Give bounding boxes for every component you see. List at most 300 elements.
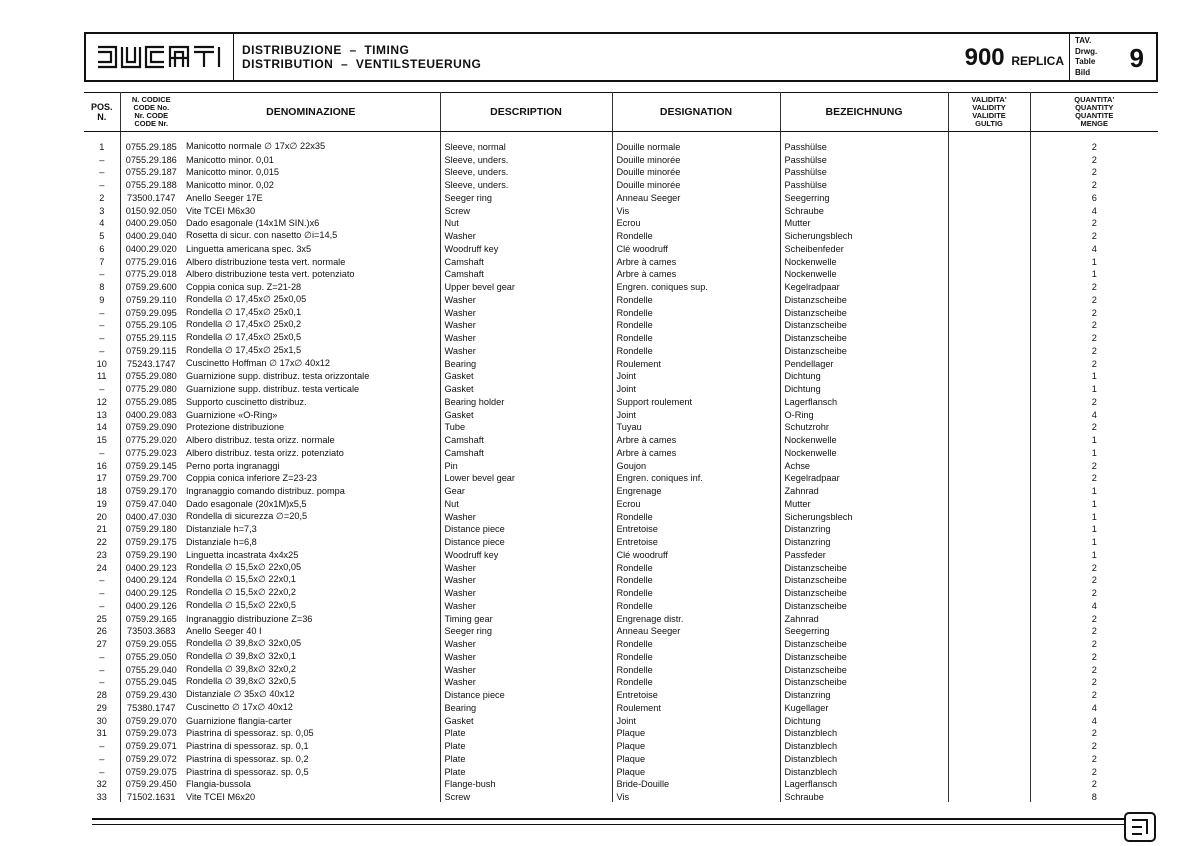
row-pos: 19 [84,496,120,509]
row-quantity: 2 [1091,167,1097,178]
row-denominazione: Rondella ∅ 39,8x∅ 32x0,1 [182,649,440,662]
row-pos: – [84,318,120,331]
row-pos: 27 [84,636,120,649]
row-designation: Entretoise [612,534,780,547]
row-quantity: 4 [1091,243,1097,254]
row-code: 0759.29.170 [125,486,177,496]
row-denominazione: Guarnizione supp. distribuz. testa orizzontale [182,369,440,382]
row-pos: – [84,177,120,190]
row-code: 0755.29.185 [125,141,177,152]
row-designation: Arbre à cames [612,267,780,280]
row-bezeichnung: Distanzscheibe [780,649,948,662]
table-row [84,356,1158,369]
row-validity [948,407,1030,420]
table-row [84,369,1158,382]
table-row [84,573,1158,586]
row-description: Nut [440,496,612,509]
table-row [84,585,1158,598]
row-validity [948,132,1030,152]
row-code: 0775.29.018 [125,269,177,280]
row-denominazione: Coppia conica inferiore Z=23-23 [182,471,440,484]
row-designation: Ecrou [612,496,780,509]
row-pos: – [84,381,120,394]
row-pos: 20 [84,509,120,522]
row-pos: 16 [84,458,120,471]
row-validity [948,292,1030,305]
row-validity [948,190,1030,203]
row-validity [948,726,1030,739]
row-code: 0400.29.083 [125,409,177,420]
row-denominazione: Cuscinetto ∅ 17x∅ 40x12 [182,700,440,713]
row-code: 0755.29.188 [125,180,177,190]
row-bezeichnung: Passhülse [780,152,948,165]
row-quantity: 4 [1091,715,1097,726]
page-header [84,32,1158,82]
row-bezeichnung: Distanzscheibe [780,343,948,356]
row-bezeichnung: Seegerring [780,190,948,203]
row-validity [948,534,1030,547]
row-denominazione: Rondella ∅ 15,5x∅ 22x0,5 [182,598,440,611]
row-bezeichnung: Achse [780,458,948,471]
row-quantity: 2 [1091,154,1097,165]
row-validity [948,483,1030,496]
row-denominazione: Rondella ∅ 17,45x∅ 25x0,05 [182,292,440,305]
row-bezeichnung: Zahnrad [780,611,948,624]
row-validity [948,445,1030,458]
table-row [84,738,1158,751]
row-denominazione: Vite TCEI M6x20 [182,789,440,802]
row-pos: – [84,165,120,178]
row-quantity: 1 [1091,447,1097,458]
row-designation: Plaque [612,726,780,739]
table-row [84,789,1158,802]
row-quantity: 1 [1091,256,1097,267]
row-denominazione: Distanziale h=7,3 [182,522,440,535]
row-bezeichnung: Kugellager [780,700,948,713]
col-quantity: QUANTITA' QUANTITY QUANTITE MENGE [1030,93,1158,132]
row-pos: 10 [84,356,120,369]
row-bezeichnung: Seegerring [780,624,948,637]
row-description: Camshaft [440,267,612,280]
row-quantity: 2 [1091,358,1097,369]
row-description: Washer [440,330,612,343]
row-denominazione: Dado esagonale (20x1M)x5,5 [182,496,440,509]
row-validity [948,751,1030,764]
row-pos: – [84,662,120,675]
model-name: REPLICA [1011,54,1064,68]
row-quantity: 1 [1091,511,1097,522]
row-code: 0150.92.050 [125,205,177,216]
row-code: 75243.1747 [126,358,176,369]
row-description: Washer [440,585,612,598]
row-quantity: 2 [1091,333,1097,343]
footer-rule-top [92,818,1126,820]
row-denominazione: Manicotto minor. 0,01 [182,152,440,165]
row-bezeichnung: Distanzscheibe [780,662,948,675]
row-validity [948,267,1030,280]
row-validity [948,305,1030,318]
row-denominazione: Vite TCEI M6x30 [182,203,440,216]
row-code: 71502.1631 [126,792,176,802]
row-code: 73503.3683 [126,626,176,637]
row-code: 0400.29.125 [125,588,177,598]
row-pos: 5 [84,228,120,241]
row-quantity: 8 [1091,792,1097,802]
row-code: 0759.29.055 [125,639,177,649]
row-description: Washer [440,292,612,305]
row-validity [948,152,1030,165]
row-designation: Plaque [612,738,780,751]
row-code: 0759.29.700 [125,473,177,484]
row-designation: Rondelle [612,305,780,318]
table-row [84,649,1158,662]
row-bezeichnung: Nockenwelle [780,267,948,280]
table-row [84,458,1158,471]
row-bezeichnung: Distanzscheibe [780,305,948,318]
row-quantity: 2 [1091,677,1097,688]
row-designation: Rondelle [612,330,780,343]
row-designation: Arbre à cames [612,254,780,267]
row-description: Gear [440,483,612,496]
row-validity [948,738,1030,751]
row-validity [948,598,1030,611]
row-validity [948,330,1030,343]
row-quantity: 6 [1091,192,1097,203]
row-quantity: 1 [1091,524,1097,535]
row-bezeichnung: Nockenwelle [780,432,948,445]
row-code: 0400.29.020 [125,243,177,254]
row-code: 0759.29.090 [125,422,177,433]
row-pos: – [84,649,120,662]
row-denominazione: Coppia conica sup. Z=21-28 [182,279,440,292]
row-validity [948,165,1030,178]
row-code: 0759.29.145 [125,460,177,471]
row-designation: Douille minorée [612,165,780,178]
row-validity [948,228,1030,241]
table-row [84,343,1158,356]
row-pos: 13 [84,407,120,420]
row-designation: Goujon [612,458,780,471]
title-line-2: DISTRIBUTION – VENTILSTEUERUNG [242,57,482,71]
row-denominazione: Rondella ∅ 17,45x∅ 25x0,1 [182,305,440,318]
row-description: Sleeve, normal [440,132,612,152]
row-quantity: 2 [1091,664,1097,675]
row-code: 0755.29.105 [125,320,177,331]
row-description: Bearing [440,700,612,713]
table-row [84,751,1158,764]
row-bezeichnung: Mutter [780,496,948,509]
row-denominazione: Anello Seeger 17E [182,190,440,203]
table-row [84,700,1158,713]
row-validity [948,318,1030,331]
table-row [84,330,1158,343]
row-denominazione: Manicotto minor. 0,02 [182,177,440,190]
table-row [84,777,1158,790]
row-pos: 24 [84,560,120,573]
row-denominazione: Ingranaggio distribuzione Z=36 [182,611,440,624]
table-number-box [1069,34,1156,80]
row-denominazione: Distanziale ∅ 35x∅ 40x12 [182,687,440,700]
row-pos: 1 [84,132,120,152]
row-denominazione: Anello Seeger 40 I [182,624,440,637]
row-designation: Plaque [612,764,780,777]
row-validity [948,585,1030,598]
row-pos: – [84,573,120,586]
row-bezeichnung: Distanzscheibe [780,330,948,343]
row-quantity: 2 [1091,231,1097,241]
row-bezeichnung: Distanzscheibe [780,292,948,305]
row-description: Washer [440,318,612,331]
row-quantity: 2 [1091,639,1097,649]
row-bezeichnung: Dichtung [780,369,948,382]
row-denominazione: Rondella ∅ 17,45x∅ 25x0,5 [182,330,440,343]
row-bezeichnung: Distanzblech [780,751,948,764]
row-bezeichnung: Lagerflansch [780,777,948,790]
row-quantity: 1 [1091,549,1097,560]
table-row [84,203,1158,216]
table-row [84,190,1158,203]
row-denominazione: Guarnizione flangia-carter [182,713,440,726]
row-quantity: 2 [1091,753,1097,764]
row-code: 0759.47.040 [125,498,177,509]
row-validity [948,675,1030,688]
row-description: Nut [440,216,612,229]
row-designation: Anneau Seeger [612,190,780,203]
table-row [84,560,1158,573]
row-bezeichnung: Dichtung [780,381,948,394]
page-corner-icon [1122,810,1158,844]
col-code: N. CODICE CODE No. Nr. CODE CODE Nr. [120,93,182,132]
row-description: Camshaft [440,432,612,445]
table-row [84,292,1158,305]
row-denominazione: Rondella ∅ 15,5x∅ 22x0,1 [182,573,440,586]
row-pos: – [84,152,120,165]
row-pos: – [84,598,120,611]
row-designation: Plaque [612,751,780,764]
row-code: 0400.29.126 [125,600,177,611]
row-description: Plate [440,738,612,751]
row-denominazione: Guarnizione «O-Ring» [182,407,440,420]
row-code: 0759.29.070 [125,715,177,726]
row-validity [948,777,1030,790]
table-row [84,534,1158,547]
row-quantity: 2 [1091,345,1097,356]
row-denominazione: Rondella di sicurezza ∅=20,5 [182,509,440,522]
row-bezeichnung: Zahnrad [780,483,948,496]
row-denominazione: Perno porta ingranaggi [182,458,440,471]
row-bezeichnung: Dichtung [780,713,948,726]
table-row [84,624,1158,637]
row-validity [948,241,1030,254]
row-description: Screw [440,203,612,216]
row-quantity: 4 [1091,409,1097,420]
row-quantity: 1 [1091,384,1097,394]
row-quantity: 2 [1091,473,1097,484]
row-description: Washer [440,649,612,662]
row-denominazione: Piastrina di spessoraz. sp. 0,05 [182,726,440,739]
row-bezeichnung: Distanzring [780,687,948,700]
row-description: Distance piece [440,534,612,547]
row-validity [948,394,1030,407]
row-description: Gasket [440,407,612,420]
row-quantity: 2 [1091,460,1097,471]
row-denominazione: Rondella ∅ 39,8x∅ 32x0,5 [182,675,440,688]
row-pos: 4 [84,216,120,229]
table-row [84,483,1158,496]
table-label: TAV. Drwg. Table Bild [1075,36,1098,77]
row-denominazione: Rondella ∅ 15,5x∅ 22x0,05 [182,560,440,573]
row-quantity: 2 [1091,690,1097,700]
row-bezeichnung: Distanzscheibe [780,636,948,649]
row-bezeichnung: Nockenwelle [780,254,948,267]
row-quantity: 4 [1091,205,1097,216]
row-bezeichnung: Sicherungsblech [780,228,948,241]
row-pos: – [84,343,120,356]
table-row [84,241,1158,254]
row-description: Woodruff key [440,241,612,254]
row-designation: Rondelle [612,675,780,688]
row-description: Sleeve, unders. [440,152,612,165]
row-description: Distance piece [440,687,612,700]
row-bezeichnung: Scheibenfeder [780,241,948,254]
row-code: 0759.29.600 [125,282,177,292]
model-number: 900 [964,44,1005,71]
row-designation: Joint [612,369,780,382]
row-code: 0775.29.023 [125,447,177,458]
row-quantity: 1 [1091,269,1097,280]
row-designation: Entretoise [612,522,780,535]
row-code: 0759.29.110 [126,294,177,305]
row-code: 0759.29.095 [125,307,177,318]
table-row [84,509,1158,522]
row-description: Camshaft [440,254,612,267]
row-validity [948,356,1030,369]
row-code: 0775.29.080 [125,384,177,394]
row-description: Woodruff key [440,547,612,560]
row-quantity: 2 [1091,779,1097,790]
row-code: 0755.29.045 [125,677,177,688]
row-quantity: 2 [1091,307,1097,318]
row-bezeichnung: Schraube [780,203,948,216]
row-description: Camshaft [440,445,612,458]
row-denominazione: Albero distribuzione testa vert. potenziato [182,267,440,280]
col-validity: VALIDITA' VALIDITY VALIDITE GULTIG [948,93,1030,132]
row-denominazione: Piastrina di spessoraz. sp. 0,1 [182,738,440,751]
row-denominazione: Distanziale h=6,8 [182,534,440,547]
row-pos: 31 [84,726,120,739]
row-quantity: 1 [1091,371,1097,382]
table-row [84,445,1158,458]
row-pos: – [84,330,120,343]
table-row [84,726,1158,739]
row-quantity: 2 [1091,282,1097,292]
row-denominazione: Ingranaggio comando distribuz. pompa [182,483,440,496]
row-code: 0755.29.040 [125,664,177,675]
row-quantity: 1 [1091,486,1097,496]
table-row [84,496,1158,509]
row-pos: 9 [84,292,120,305]
row-bezeichnung: Distanzring [780,534,948,547]
col-bezeichnung: BEZEICHNUNG [780,93,948,132]
row-denominazione: Supporto cuscinetto distribuz. [182,394,440,407]
row-code: 0400.29.050 [125,218,177,229]
row-quantity: 2 [1091,320,1097,331]
row-pos: 22 [84,534,120,547]
row-code: 0400.29.124 [125,575,177,586]
row-denominazione: Linguetta americana spec. 3x5 [182,241,440,254]
row-bezeichnung: Distanzscheibe [780,560,948,573]
row-description: Plate [440,726,612,739]
row-pos: 7 [84,254,120,267]
brand-logo [86,34,234,80]
row-pos: 3 [84,203,120,216]
row-designation: Rondelle [612,662,780,675]
row-pos: 29 [84,700,120,713]
row-code: 0759.29.165 [125,613,177,624]
row-denominazione: Albero distribuz. testa orizz. normale [182,432,440,445]
row-validity [948,764,1030,777]
table-row [84,318,1158,331]
row-pos: 32 [84,777,120,790]
row-validity [948,381,1030,394]
table-row [84,764,1158,777]
row-description: Tube [440,420,612,433]
row-description: Gasket [440,381,612,394]
row-denominazione: Linguetta incastrata 4x4x25 [182,547,440,560]
col-designation: DESIGNATION [612,93,780,132]
row-denominazione: Rondella ∅ 17,45x∅ 25x1,5 [182,343,440,356]
row-description: Distance piece [440,522,612,535]
table-row [84,165,1158,178]
row-code: 0755.29.085 [125,396,177,407]
row-denominazione: Manicotto normale ∅ 17x∅ 22x35 [182,132,440,152]
row-designation: Rondelle [612,585,780,598]
row-quantity: 2 [1091,141,1097,152]
row-validity [948,713,1030,726]
row-denominazione: Rondella ∅ 15,5x∅ 22x0,2 [182,585,440,598]
row-denominazione: Albero distribuz. testa orizz. potenziato [182,445,440,458]
table-row [84,522,1158,535]
row-designation: Douille minorée [612,152,780,165]
row-quantity: 2 [1091,728,1097,739]
parts-table [84,92,1158,802]
row-designation: Engren. coniques sup. [612,279,780,292]
row-validity [948,560,1030,573]
row-code: 0755.29.186 [125,154,177,165]
row-validity [948,522,1030,535]
row-bezeichnung: Distanzscheibe [780,675,948,688]
row-pos: 23 [84,547,120,560]
table-row [84,407,1158,420]
table-row [84,675,1158,688]
row-pos: 15 [84,432,120,445]
row-validity [948,636,1030,649]
table-row [84,228,1158,241]
row-code: 0759.29.072 [125,753,177,764]
row-designation: Joint [612,407,780,420]
row-validity [948,420,1030,433]
row-pos: – [84,585,120,598]
row-validity [948,496,1030,509]
row-designation: Douille minorée [612,177,780,190]
row-bezeichnung: Passhülse [780,165,948,178]
row-denominazione: Flangia-bussola [182,777,440,790]
row-pos: 6 [84,241,120,254]
row-denominazione: Guarnizione supp. distribuz. testa verticale [182,381,440,394]
row-denominazione: Protezione distribuzione [182,420,440,433]
row-description: Gasket [440,713,612,726]
row-denominazione: Piastrina di spessoraz. sp. 0,5 [182,764,440,777]
